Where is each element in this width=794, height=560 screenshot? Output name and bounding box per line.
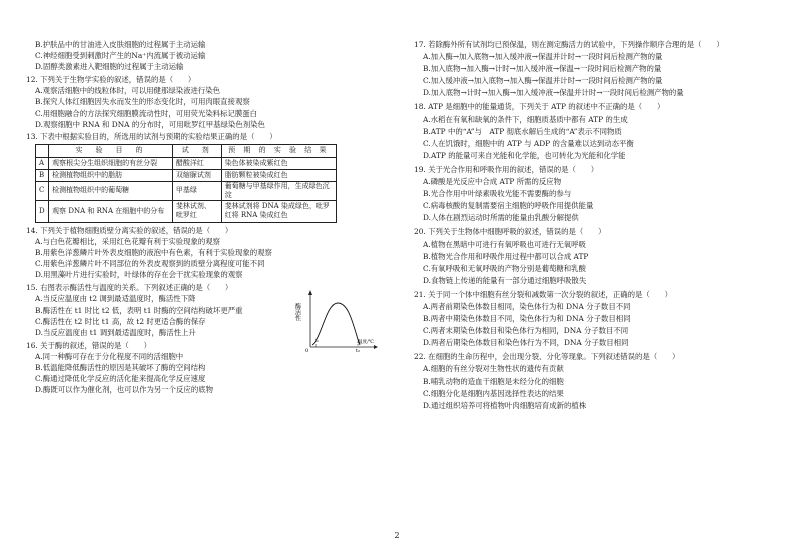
q16-option-b: B.低温能降低酶活性的原因是其破坏了酶的空间结构: [35, 362, 206, 372]
q19-option-b: B.光合作用中叶绿素吸收光能不需要酶的参与: [423, 189, 572, 199]
q13-row-reagent: 醋酸洋红: [172, 157, 221, 169]
q13-row-purpose: 检测植物组织中的葡萄糖: [49, 181, 173, 200]
q22-option-c: C.细胞分化是细胞内基因选择性表达的结果: [423, 388, 564, 398]
q13-row-result: 葡萄糖与甲基绿作用，生成绿色沉淀: [221, 181, 336, 200]
q16-option-c: C.酶通过降低化学反应的活化能来提高化学反应速度: [35, 374, 206, 384]
q13-table-row: [36, 157, 337, 169]
y-axis-arrow: [308, 290, 312, 295]
q11-option-c: C.神经细胞受到刺激时产生的Na⁺内流属于被动运输: [35, 51, 206, 61]
q13-table: [35, 144, 337, 223]
q13-table-header-row: [36, 144, 337, 157]
t2-label: t₂: [356, 348, 361, 354]
q13-row-label: B: [36, 169, 49, 181]
q13-row-purpose: 观察 DNA 和 RNA 在细胞中的分布: [49, 200, 173, 222]
q18-option-d: D.ATP 的能量可来自光能和化学能，也可转化为光能和化学能: [423, 150, 626, 160]
q16-option-d: D.酶既可以作为催化剂，也可以作为另一个反应的底物: [35, 385, 213, 395]
q12-option-d: D.观察细胞中 RNA 和 DNA 的分布时，可用吡罗红甲基绿染色剂染色: [35, 119, 265, 129]
q21-option-c: C.两者末期染色体数目和染色体行为相同，DNA 分子数目不同: [423, 326, 629, 336]
q18-option-b: B.ATP 中的“A”与 ATP 彻底水解后生成的“A”表示不同物质: [423, 126, 622, 136]
y-axis-label: 酶活性: [294, 303, 301, 322]
q13-row-reagent: 斐林试剂、吡罗红: [172, 200, 221, 222]
q13-table-header-label: [36, 144, 49, 157]
q14-option-c: C.用紫色洋葱鳞片叶不同部位的外表皮观察到的质壁分离程度可能不同: [35, 259, 265, 269]
q11-option-b: B.护肤品中的甘油进入皮肤细胞的过程属于主动运输: [35, 40, 206, 49]
activity-curve: [312, 303, 360, 345]
q16-stem: 16. 关于酶的叙述，错误的是（ ）: [26, 340, 151, 350]
q13-row-result: 脂肪颗粒被染成红色: [221, 169, 336, 181]
q13-stem: 13. 下表中根据实验目的，所选用的试剂与预期的实验结果正确的是（ ）: [26, 131, 277, 141]
q17-option-d: D.加入底物→计时→加入酶→加入缓冲液→保温并计时→一段时间后检测产物的量: [423, 88, 684, 98]
q15-option-a: A.当反应温度由 t2 调到最适温度时，酶活性下降: [35, 294, 196, 304]
q17-option-b: B.加入底物→加入酶→计时→加入缓冲液→保温→一段时间后检测产物的量: [423, 64, 662, 74]
q12-option-a: A.观察活细胞中的线粒体时，可以用健那绿染液进行染色: [35, 86, 221, 96]
q20-option-d: D.食物链上传递的能量有一部分通过细胞呼吸散失: [423, 275, 587, 285]
q22-option-b: B.哺乳动物的造血干细胞是未经分化的细胞: [423, 376, 564, 386]
q22-option-d: D.通过组织培养可将植物叶肉细胞培育成新的植株: [423, 400, 587, 410]
q18-option-a: A.水稻在有氧和缺氧的条件下，细胞质基质中都有 ATP 的生成: [423, 114, 628, 124]
q15-option-b: B.酶活性在 t1 时比 t2 低，表明 t1 时酶的空间结构破坏更严重: [35, 305, 243, 315]
q14-stem: 14. 下列关于植物细胞质壁分离实验的叙述，错误的是（ ）: [26, 225, 233, 235]
q21-option-b: B.两者中期染色体数目不同，染色体行为和 DNA 分子数目相同: [423, 314, 631, 324]
enzyme-temperature-graph: [294, 289, 378, 353]
q13-table-row: [36, 169, 337, 181]
x-axis-label: 温度/℃: [358, 340, 374, 346]
q20-option-a: A.植物在黑暗中可进行有氧呼吸也可进行无氧呼吸: [423, 239, 586, 249]
q21-option-a: A.两者前期染色体数目相同，染色体行为和 DNA 分子数目不同: [423, 301, 631, 311]
q22-stem: 22. 在细胞的生命历程中，会出现分裂、分化等现象。下列叙述错误的是（ ）: [414, 352, 680, 362]
q13-table-row: [36, 181, 337, 200]
q15-stem: 15. 右图表示酶活性与温度的关系。下列叙述正确的是（ ）: [26, 283, 233, 293]
q13-table-row: [36, 200, 337, 222]
q19-option-d: D.人体在剧烈运动时所需的能量由乳酸分解提供: [423, 213, 579, 223]
q21-option-d: D.两者后期染色体数目和染色体行为不同，DNA 分子数目相同: [423, 338, 629, 348]
q13-row-purpose: 检测植物组织中的脂肪: [49, 169, 173, 181]
q20-option-c: C.有氧呼吸和无氧呼吸的产物分别是葡萄糖和乳酸: [423, 263, 586, 273]
q13-row-reagent: 甲基绿: [172, 181, 221, 200]
q18-stem: 18. ATP 是细胞中的能量通货，下列关于 ATP 的叙述中不正确的是（ ）: [414, 102, 665, 112]
q13-table-header-purpose: 实 验 目 的: [49, 144, 173, 157]
q18-option-c: C.人在饥饿时，细胞中的 ATP 与 ADP 的含量难以达到动态平衡: [423, 138, 634, 148]
q13-row-label: C: [36, 181, 49, 200]
q15-option-d: D.当反应温度由 t1 调到最适温度时，酶活性上升: [35, 327, 196, 337]
q13-row-result: 斐林试剂将 DNA 染成绿色，吡罗红将 RNA 染成红色: [221, 200, 336, 222]
q14-option-a: A.与白色花瓣相比，采用红色花瓣有利于实验现象的观察: [35, 236, 221, 246]
page-number: 2: [394, 531, 400, 540]
left-column: [26, 40, 402, 395]
q19-stem: 19. 关于光合作用和呼吸作用的叙述，错误的是（ ）: [414, 164, 599, 174]
right-column: [414, 40, 790, 411]
q12-stem: 12. 下列关于生物学实验的叙述，错误的是（ ）: [26, 75, 196, 85]
q15-option-c: C.酶活性在 t2 时比 t1 高，故 t2 时更适合酶的保存: [35, 316, 206, 326]
q20-option-b: B.植物光合作用和呼吸作用过程中都可以合成 ATP: [423, 251, 589, 261]
q13-row-label: A: [36, 157, 49, 169]
t1-label: t₁: [315, 338, 320, 345]
q19-option-a: A.磷酸是光反应中合成 ATP 所需的反应物: [423, 177, 562, 187]
q13-row-label: D: [36, 200, 49, 222]
q20-stem: 20. 下列关于生物体中细胞呼吸的叙述，错误的是（ ）: [414, 227, 606, 237]
q13-row-purpose: 观察根尖分生组织细胞的有丝分裂: [49, 157, 173, 169]
q16-option-a: A.同一种酶可存在于分化程度不同的活细胞中: [35, 351, 184, 361]
origin-label: 0: [305, 348, 309, 354]
x-axis-arrow: [374, 345, 378, 349]
q14-option-d: D.用黑藻叶片进行实验时，叶绿体的存在会干扰实验现象的观察: [35, 270, 243, 280]
q13-table-header-reagent: 试 剂: [172, 144, 221, 157]
q12-option-b: B.探究人体红细胞因失水而发生的形态变化时，可用肉眼直接观察: [35, 97, 250, 107]
q14-option-b: B.用紫色洋葱鳞片叶外表皮细胞的液泡中有色素，有利于实验现象的观察: [35, 248, 272, 258]
q11-option-d: D.固醇类激素进入靶细胞的过程属于主动运输: [35, 62, 184, 72]
q13-table-header-result: 预 期 的 实 验 结 果: [221, 144, 336, 157]
q19-option-c: C.病毒核酸的复制需要宿主细胞的呼吸作用提供能量: [423, 201, 594, 211]
q17-stem: 17. 若除酶外所有试剂均已预保温，则在测定酶活力的试验中，下列操作顺序合理的是（ ）: [414, 40, 724, 49]
q12-option-c: C.用细胞融合的方法探究细胞膜流动性时，可用荧光染料标记膜蛋白: [35, 108, 258, 118]
q13-row-result: 染色体被染成紫红色: [221, 157, 336, 169]
q13-row-reagent: 双缩脲试剂: [172, 169, 221, 181]
q17-option-c: C.加入缓冲液→加入底物→加入酶→保温并计时→一段时间后检测产物的量: [423, 76, 663, 86]
q21-stem: 21. 关于同一个体中细胞有丝分裂和减数第一次分裂的叙述，正确的是（ ）: [414, 289, 672, 299]
q17-option-a: A.加入酶→加入底物→加入缓冲液→保温并计时→一段时间后检测产物的量: [423, 52, 663, 62]
q22-option-a: A.细胞的有丝分裂对生物性状的遗传有贡献: [423, 364, 564, 374]
